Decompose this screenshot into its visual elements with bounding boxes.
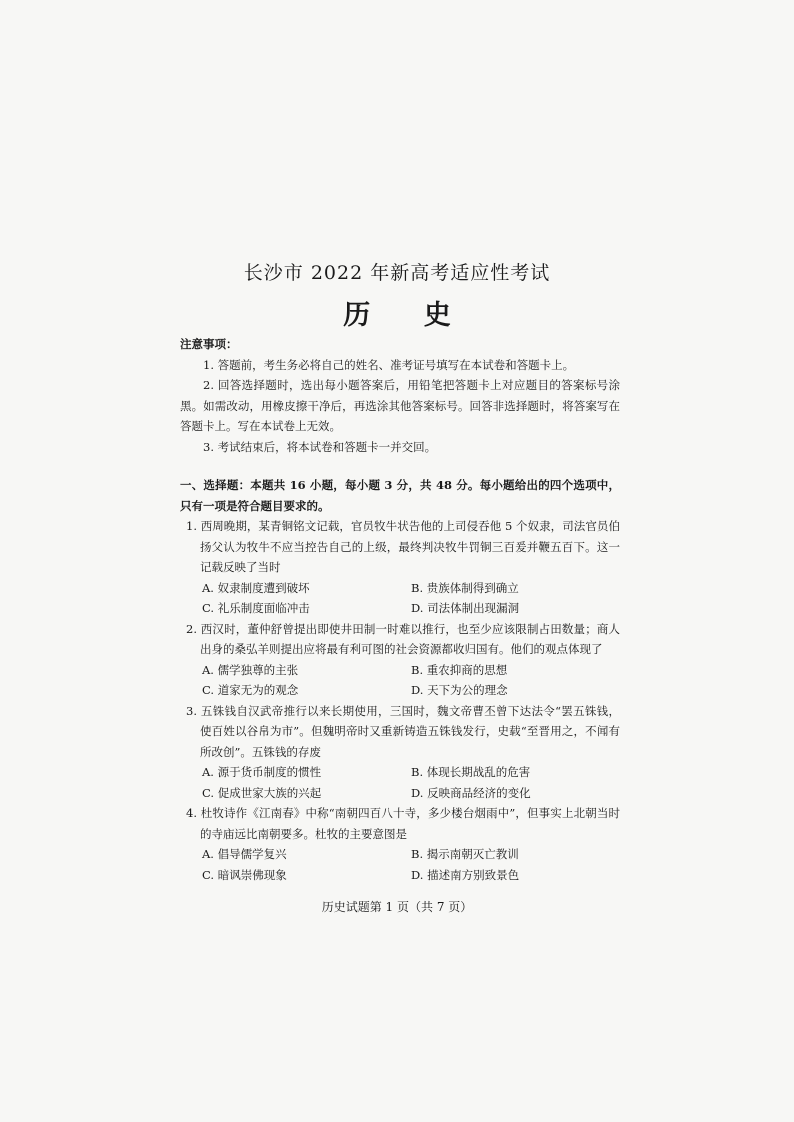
option: A. 奴隶制度遭到破坏 [202,580,310,595]
option: D. 描述南方别致景色 [411,867,520,882]
option: D. 天下为公的理念 [411,683,508,697]
exam-title: 长沙市 2022 年新高考适应性考试 [243,262,551,284]
subject-title: 历 史 [343,300,473,331]
notice-item: 2. 回答选择题时，选出每小题答案后，用铅笔把答题卡上对应题目的答案标号涂黑。如需改动，用橡皮擦干净后，再选涂其他答案标号。回答非选择题时，将答案写在答题卡上。写在本试卷上无效。 [180,378,620,433]
question-stem: 2. 西汉时，董仲舒曾提出即使井田制一时难以推行，也至少应该限制占田数量；商人出身的桑弘羊则提出应将最有利可图的社会资源都收归国有。他们的观点体现了 [186,621,620,656]
option: D. 反映商品经济的变化 [411,785,531,800]
option: C. 礼乐制度面临冲击 [202,601,310,615]
option: B. 贵族体制得到确立 [411,580,519,595]
question [180,516,620,619]
option: A. 倡导儒学复兴 [202,847,287,861]
option: A. 儒学独尊的主张 [202,662,299,677]
question [180,619,620,701]
question [180,803,620,885]
question-options [180,660,620,701]
question-stem: 4. 杜牧诗作《江南春》中称“南朝四百八十寺，多少楼台烟雨中”，但事实上北朝当时的寺庙远比南朝要多。杜牧的主要意图是 [186,806,620,841]
option: D. 司法体制出现漏洞 [411,601,520,615]
question-stem: 3. 五铢钱自汉武帝推行以来长期使用，三国时，魏文帝曹丕曾下达法令“罢五铢钱，使百姓以谷帛为市”。但魏明帝时又重新铸造五铢钱发行，史载“至晋用之，不闻有所改创”。五铢钱的存废 [186,703,620,759]
question-options [180,762,620,803]
option: C. 道家无为的观念 [202,683,299,697]
exam-content [180,334,620,885]
notice-heading: 注意事项： [180,337,238,351]
option: C. 促成世家大族的兴起 [202,785,322,800]
page-footer: 历史试题第 1 页（共 7 页） [321,900,473,914]
notice-item: 3. 考试结束后，将本试卷和答题卡一并交回。 [203,439,437,454]
question-options [180,844,620,885]
section-heading: 一、选择题：本题共 16 小题，每小题 3 分，共 48 分。每小题给出的四个选项中，只有一项是符合题目要求的。 [180,478,620,513]
question-options [180,578,620,619]
option: C. 暗讽崇佛现象 [202,867,287,882]
option: B. 重农抑商的思想 [411,662,508,677]
notice-item: 1. 答题前，考生务必将自己的姓名、准考证号填写在本试卷和答题卡上。 [203,357,575,372]
question-stem: 1. 西周晚期，某青铜铭文记载，官员牧牛状告他的上司侵吞他 5 个奴隶，司法官员伯扬父认为牧牛不应当控告自己的上级，最终判决牧牛罚铜三百爰并鞭五百下。这一记载反映了当时 [186,519,620,574]
question [180,701,620,804]
option: B. 揭示南朝灭亡教训 [411,847,519,861]
option: B. 体现长期战乱的危害 [411,765,531,779]
option: A. 源于货币制度的惯性 [202,765,322,779]
